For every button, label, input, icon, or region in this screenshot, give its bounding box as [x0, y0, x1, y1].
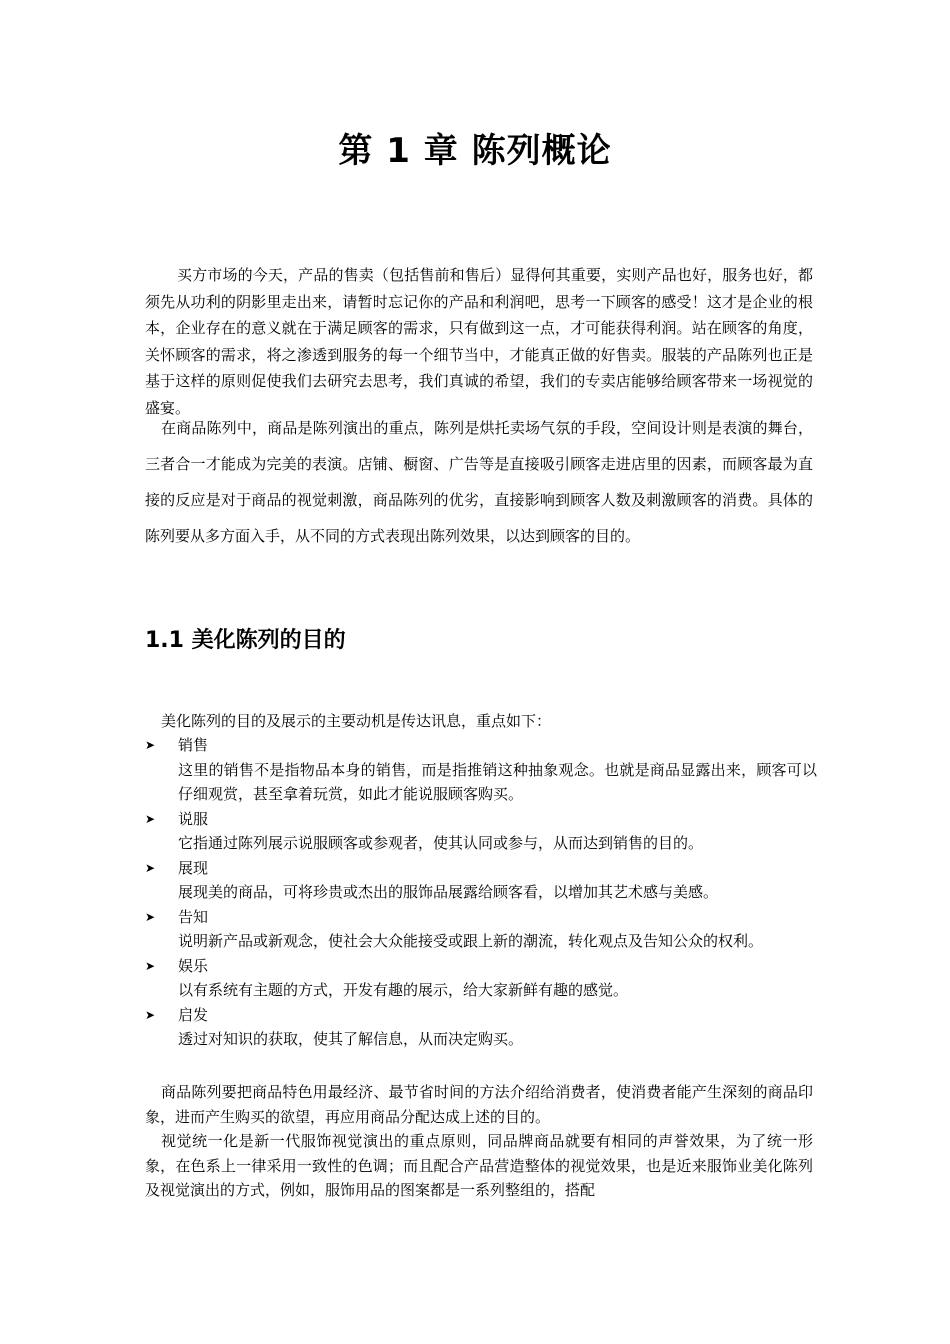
- list-item: [145, 954, 817, 1003]
- list-item: [145, 856, 817, 905]
- closing-paragraph-1: 商品陈列要把商品特色用最经济、最节省时间的方法介绍给消费者，使消费者能产生深刻的商品印象，进而产生购买的欲望，再应用商品分配达成上述的目的。: [145, 1083, 813, 1126]
- section-lead: 美化陈列的目的及展示的主要动机是传达讯息，重点如下：: [161, 712, 552, 730]
- list-item: [145, 905, 817, 954]
- section-heading: 1.1 美化陈列的目的: [145, 628, 346, 653]
- intro-paragraph-1: 买方市场的今天，产品的售卖（包括售前和售后）显得何其重要，实则产品也好，服务也好，都须先从功利的阴影里走出来，请暂时忘记你的产品和利润吧，思考一下顾客的感受！这才是企业的根本，企业存在的意义就在于满足顾客的需求，只有做到这一点，才可能获得利润。站在顾客的角度，关怀顾客的需求，将之渗透到服务的每一个细节当中，才能真正做的好售卖。服装的产品陈列也正是基于这样的原则促使我们去研究去思考，我们真诚的希望，我们的专卖店能够给顾客带来一场视觉的盛宴。: [145, 266, 813, 417]
- bullet-label: 说服: [178, 809, 209, 828]
- bullet-label: 销售: [178, 736, 209, 754]
- bullet-label: 展现: [178, 858, 209, 877]
- arrow-bullet-icon: ➤: [145, 1007, 156, 1022]
- arrow-bullet-icon: ➤: [145, 860, 156, 875]
- bullet-label: 告知: [178, 907, 209, 926]
- list-item: [145, 1003, 817, 1052]
- arrow-bullet-icon: ➤: [145, 811, 156, 826]
- bullet-description: 说明新产品或新观念，使社会大众能接受或跟上新的潮流，转化观点及告知公众的权利。: [178, 932, 764, 950]
- arrow-bullet-icon: ➤: [145, 958, 156, 973]
- bullet-description: 展现美的商品，可将珍贵或杰出的服饰品展露给顾客看，以增加其艺术感与美感。: [178, 883, 719, 901]
- intro-paragraph-2: 在商品陈列中，商品是陈列演出的重点，陈列是烘托卖场气氛的手段，空间设计则是表演的舞台，三者合一才能成为完美的表演。店铺、橱窗、广告等是直接吸引顾客走进店里的因素，而顾客最为直接的反应是对于商品的视觉刺激，商品陈列的优劣，直接影响到顾客人数及刺激顾客的消费。具体的陈列要从多方面入手，从不同的方式表现出陈列效果，以达到顾客的目的。: [145, 419, 813, 545]
- bullet-description: 透过对知识的获取，使其了解信息，从而决定购买。: [178, 1030, 524, 1048]
- purpose-list: [145, 733, 817, 1052]
- bullet-description: 它指通过陈列展示说服顾客或参观者，使其认同或参与，从而达到销售的目的。: [178, 834, 704, 852]
- bullet-description: 以有系统有主题的方式，开发有趣的展示，给大家新鲜有趣的感觉。: [178, 981, 629, 999]
- arrow-bullet-icon: ➤: [145, 738, 156, 752]
- bullet-label: 娱乐: [178, 956, 209, 975]
- chapter-title: 第 1 章 陈列概论: [338, 131, 612, 171]
- list-item: [145, 733, 817, 807]
- bullet-description: 这里的销售不是指物品本身的销售，而是指推销这种抽象观念。也就是商品显露出来，顾客可以仔细观赏，甚至拿着玩赏，如此才能说服顾客购买。: [178, 760, 817, 803]
- bullet-label: 启发: [178, 1005, 209, 1024]
- list-item: [145, 807, 817, 856]
- closing-paragraph-2: 视觉统一化是新一代服饰视觉演出的重点原则，同品牌商品就要有相同的声誉效果，为了统一形象，在色系上一律采用一致性的色调；而且配合产品营造整体的视觉效果，也是近来服饰业美化陈列及视觉演出的方式，例如，服饰用品的图案都是一系列整组的，搭配: [145, 1132, 813, 1199]
- arrow-bullet-icon: ➤: [145, 909, 156, 924]
